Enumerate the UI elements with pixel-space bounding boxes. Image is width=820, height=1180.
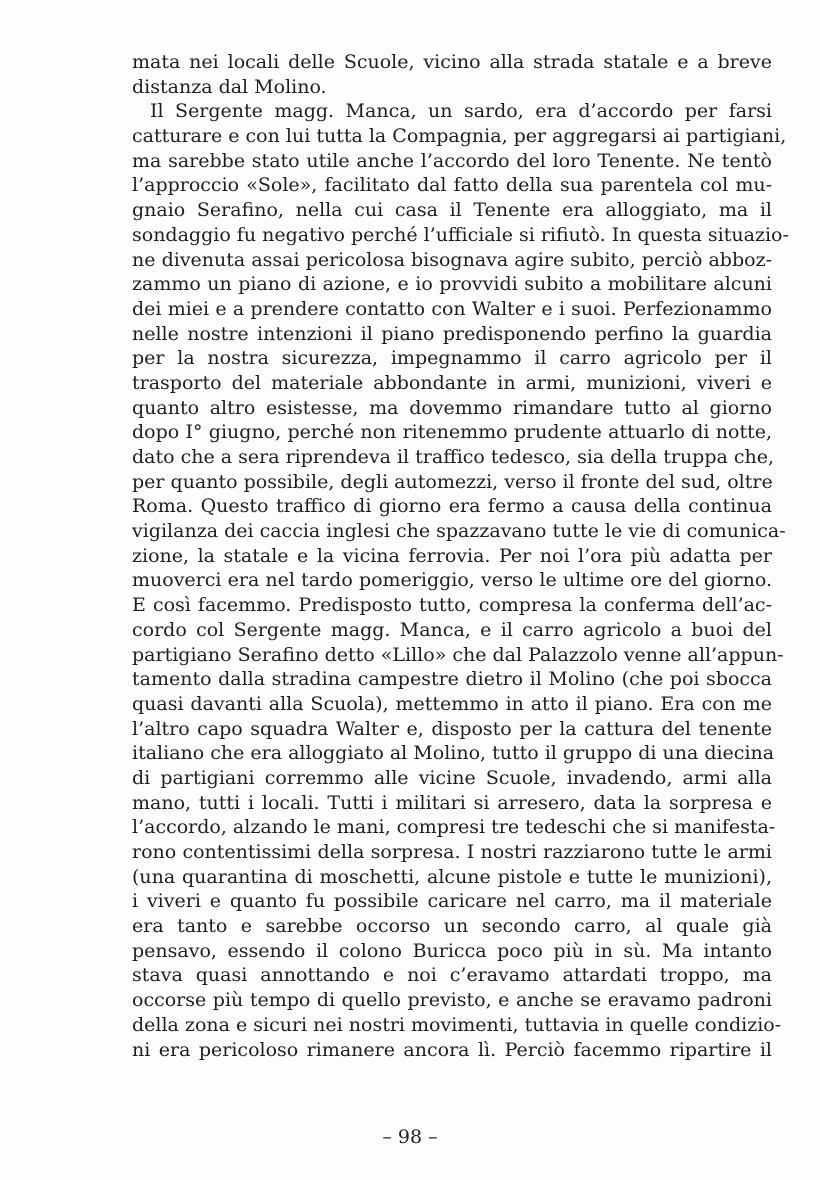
- text-line: occorse più tempo di quello previsto, e anche se eravamo padroni: [132, 989, 772, 1012]
- text-line: italiano che era alloggiato al Molino, tutto il gruppo di una diecina: [132, 742, 775, 765]
- text-line: ni era pericoloso rimanere ancora lì. Perciò facemmo ripartire il: [132, 1038, 772, 1061]
- text-line: trasporto del materiale abbondante in armi, munizioni, viveri e: [132, 371, 772, 394]
- text-line: vigilanza dei caccia inglesi che spazzavano tutte le vie di comunica-: [132, 520, 786, 543]
- text-line: pensavo, essendo il colono Buricca poco più in sù. Ma intanto: [132, 939, 772, 962]
- text-line: cordo col Sergente magg. Manca, e il carro agricolo a buoi del: [132, 618, 772, 641]
- text-line: mata nei locali delle Scuole, vicino alla strada statale e a breve: [132, 51, 772, 73]
- text-line: Il Sergente magg. Manca, un sardo, era d’accordo per farsi: [150, 100, 772, 123]
- text-line: per quanto possibile, degli automezzi, verso il fronte del sud, oltre: [132, 470, 773, 493]
- text-line: era tanto e sarebbe occorso un secondo carro, al quale già: [132, 915, 772, 938]
- text-line: per la nostra sicurezza, impegnammo il carro agricolo per il: [132, 347, 772, 370]
- text-line: nelle nostre intenzioni il piano predisponendo perfino la guardia: [132, 322, 772, 345]
- text-line: catturare e con lui tutta la Compagnia, per aggregarsi ai partigiani,: [132, 125, 787, 148]
- text-line: Roma. Questo traffico di giorno era fermo a causa della continua: [132, 495, 772, 518]
- text-line: partigiano Serafino detto «Lillo» che dal Palazzolo venne all’appun-: [132, 643, 784, 666]
- text-line: l’approccio «Sole», facilitato dal fatto della sua parentela col mu-: [132, 174, 772, 197]
- text-line: gnaio Serafino, nella cui casa il Tenente era alloggiato, ma il: [132, 199, 772, 222]
- body-text: [132, 50, 789, 1062]
- text-line: dei miei e a prendere contatto con Walter e i suoi. Perfezionammo: [132, 297, 772, 320]
- text-line: stava quasi annottando e noi c’eravamo attardati troppo, ma: [132, 964, 772, 987]
- text-line: di partigiani corremmo alle vicine Scuole, invadendo, armi alla: [132, 766, 772, 789]
- text-line: mano, tutti i locali. Tutti i militari si arresero, data la sorpresa e: [132, 791, 772, 814]
- text-line: zione, la statale e la vicina ferrovia. Per noi l’ora più adatta per: [132, 544, 772, 567]
- text-line: dato che a sera riprendeva il traffico tedesco, sia della truppa che,: [132, 446, 775, 468]
- text-line: sondaggio fu negativo perché l’ufficiale si rifiutò. In questa situazio-: [132, 223, 789, 246]
- text-line: quasi davanti alla Scuola), mettemmo in atto il piano. Era con me: [132, 692, 772, 715]
- text-line: rono contentissimi della sorpresa. I nostri razziarono tutte le armi: [132, 841, 772, 863]
- text-line: l’accordo, alzando le mani, compresi tre tedeschi che si manifesta-: [132, 816, 776, 839]
- text-line: (una quarantina di moschetti, alcune pistole e tutte le munizioni),: [132, 865, 772, 888]
- text-line: E così facemmo. Predisposto tutto, compresa la conferma dell’ac-: [132, 594, 772, 617]
- text-line: distanza dal Molino.: [132, 75, 327, 98]
- text-line: zammo un piano di azione, e io provvidi subito a mobilitare alcuni: [132, 273, 772, 296]
- text-line: l’altro capo squadra Walter e, disposto per la cattura del tenente: [132, 717, 772, 740]
- page-number: – 98 –: [382, 1126, 438, 1148]
- text-line: i viveri e quanto fu possibile caricare nel carro, ma il materiale: [132, 890, 772, 913]
- text-line: muoverci era nel tardo pomeriggio, verso le ultime ore del giorno.: [132, 569, 772, 592]
- text-line: ma sarebbe stato utile anche l’accordo del loro Tenente. Ne tentò: [132, 149, 772, 172]
- text-line: tamento dalla stradina campestre dietro il Molino (che poi sbocca: [132, 668, 772, 691]
- text-line: della zona e sicuri nei nostri movimenti, tuttavia in quelle condizio-: [132, 1013, 782, 1036]
- text-line: quanto altro esistesse, ma dovemmo rimandare tutto al giorno: [132, 396, 772, 419]
- text-line: ne divenuta assai pericolosa bisognava agire subito, perciò abboz-: [132, 248, 772, 271]
- text-line: dopo I° giugno, perché non ritenemmo prudente attuarlo di notte,: [132, 421, 772, 444]
